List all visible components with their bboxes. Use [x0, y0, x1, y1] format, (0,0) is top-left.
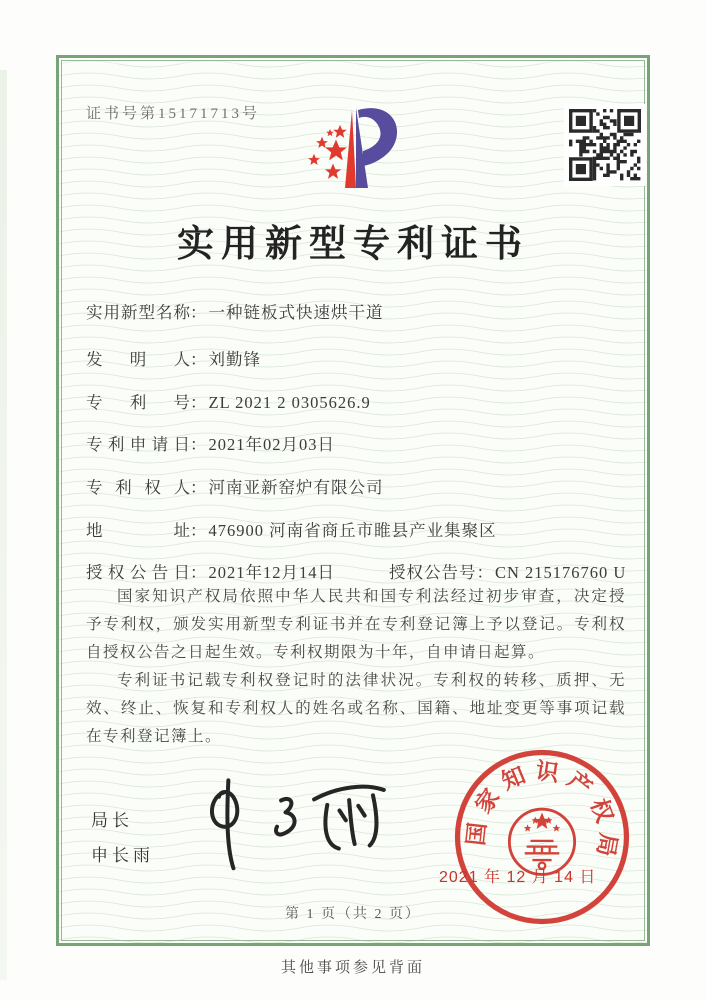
field-value: 刘勤锋 [208, 350, 261, 369]
field-patentee [86, 474, 384, 498]
scan-edge-artifact [0, 70, 7, 980]
page-number: 第 1 页（共 2 页） [285, 907, 421, 922]
field-label: 专利申请日 [86, 435, 190, 454]
field-label: 地址 [86, 521, 190, 540]
field-address [86, 517, 497, 541]
director-signature-icon [185, 766, 409, 886]
field-colon: ： [190, 303, 207, 322]
field-value: ZL 2021 2 0305626.9 [208, 393, 371, 412]
field-colon: ： [190, 478, 207, 497]
field-colon: ： [190, 393, 207, 412]
field-patent-number [86, 389, 371, 413]
field-grant-number [389, 559, 626, 583]
field-label: 专利号 [86, 393, 190, 412]
legal-paragraph-2: 专利证书记载专利权登记时的法律状况。专利权的转移、质押、无效、终止、恢复和专利权人的姓名或名称、国籍、地址变更等事项记载在专利登记簿上。 [86, 672, 626, 745]
certificate-title: 实用新型专利证书 [177, 224, 529, 265]
field-colon: ： [190, 350, 207, 369]
field-colon: ： [190, 521, 207, 540]
field-value: 一种链板式快速烘干道 [208, 303, 384, 322]
seal-date: 2021 年 12 月 14 日 [439, 869, 597, 886]
cnipa-logo-icon [299, 98, 411, 200]
field-grant [86, 559, 627, 583]
qr-code-icon [564, 104, 646, 186]
field-utility-model-name [86, 299, 384, 323]
director-title: 局长 [91, 811, 133, 830]
field-colon: ： [190, 435, 207, 454]
field-value: 476900 河南省商丘市睢县产业集聚区 [208, 521, 497, 540]
certificate-number: 证书号第15171713号 [86, 106, 261, 122]
field-value: 2021年02月03日 [208, 435, 335, 454]
field-colon: ： [476, 563, 493, 582]
field-filing-date [86, 431, 335, 455]
seal-text: 国家知识产权局 [462, 757, 623, 867]
field-colon: ： [190, 563, 207, 582]
field-value: 河南亚新窑炉有限公司 [208, 478, 384, 497]
certificate-frame [56, 55, 650, 946]
back-side-note: 其他事项参见背面 [280, 960, 425, 976]
field-value: CN 215176760 U [495, 563, 627, 582]
legal-paragraph-1: 国家知识产权局依照中华人民共和国专利法经过初步审查，决定授予专利权，颁发实用新型专利证书并在专利登记簿上予以登记。专利权自授权公告之日起生效。专利权期限为十年，自申请日起算。 [86, 588, 626, 661]
field-value: 2021年12月14日 [208, 563, 335, 582]
field-label: 发明人 [86, 350, 190, 369]
field-label: 授权公告号 [389, 563, 477, 582]
legal-text [86, 583, 626, 751]
field-label: 专利权人 [86, 478, 190, 497]
field-label: 实用新型名称 [86, 303, 190, 322]
field-inventor [86, 346, 261, 370]
field-label: 授权公告日 [86, 563, 190, 582]
director-name: 申长雨 [91, 846, 154, 865]
